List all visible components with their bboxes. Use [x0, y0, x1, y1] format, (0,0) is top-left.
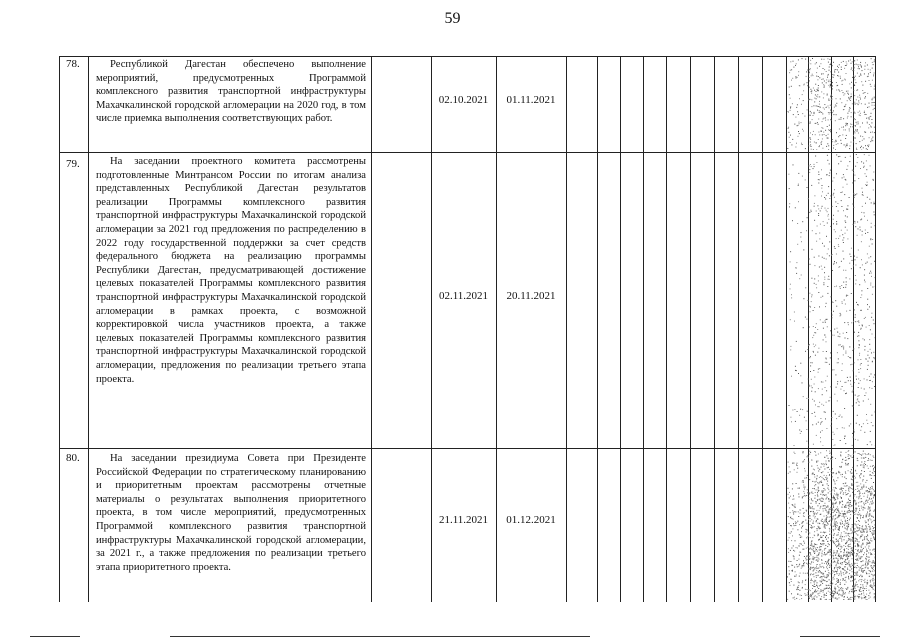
column-divider	[666, 56, 667, 602]
column-divider	[88, 56, 89, 602]
scan-edge-line	[170, 636, 590, 637]
row-description: На заседании проектного комитета рассмотрены подготовленные Минтрансом России по итогам анализа представленных Республикой Дагестан результатов реализации Программы комплексного развития транспортной инфраструктуры Махачкалинской городской агломерации за 2021 год предложения по распределению в 2022 году государственной поддержки за счет средств федерального бюджета на реализацию программы Республики Дагестан, предусматривающей достижение целевых показателей Программы комплексного развития транспортной инфраструктуры Махачкалинской городской агломерации в рамках проекта, с возможной корректировкой числа участников проекта, а также целевых показателей Программы комплексного развития транспортной инфраструктуры Махачкалинской городской агломерации, предложения по реализации третьего этапа проекта.	[96, 156, 366, 385]
end-date: 20.11.2021	[506, 290, 556, 302]
column-divider	[831, 56, 832, 602]
table-left-border	[59, 56, 60, 602]
table-top-border	[59, 56, 876, 57]
column-divider	[762, 56, 763, 602]
column-divider	[690, 56, 691, 602]
column-divider	[738, 56, 739, 602]
row-divider	[59, 448, 876, 449]
column-divider	[643, 56, 644, 602]
table-right-border	[875, 56, 876, 602]
start-date: 02.10.2021	[438, 94, 489, 106]
column-divider	[808, 56, 809, 602]
column-divider	[620, 56, 621, 602]
row-divider	[59, 152, 876, 153]
column-divider	[597, 56, 598, 602]
row-number: 79.	[66, 158, 80, 170]
row-number: 78.	[66, 58, 80, 70]
page-number: 59	[444, 10, 461, 27]
scan-edge-line	[800, 636, 880, 637]
column-divider	[786, 56, 787, 602]
row-number: 80.	[66, 452, 80, 464]
row-description: Республикой Дагестан обеспечено выполнение мероприятий, предусмотренных Программой комплексного развития транспортной инфраструктуры Махачкалинской городской агломерации на 2020 год, в том числе приемка выполнения соответствующих работ.	[96, 59, 366, 125]
column-divider	[371, 56, 372, 602]
row-description: На заседании президиума Совета при Президенте Российской Федерации по стратегическому планированию и приоритетным проектам рассмотрены отчетные материалы о результатах выполнения приоритетного проекта, в том числе мероприятий, предусмотренных Программой комплексного развития транспортной инфраструктуры Махачкалинской городской агломерации, за 2021 г., а также предложения по реализации третьего этапа приоритетного проекта.	[96, 453, 366, 573]
start-date: 21.11.2021	[438, 514, 489, 526]
column-divider	[853, 56, 854, 602]
column-divider	[714, 56, 715, 602]
end-date: 01.12.2021	[506, 514, 556, 526]
column-divider	[566, 56, 567, 602]
scan-edge-line	[30, 636, 80, 637]
end-date: 01.11.2021	[506, 94, 556, 106]
start-date: 02.11.2021	[438, 290, 489, 302]
